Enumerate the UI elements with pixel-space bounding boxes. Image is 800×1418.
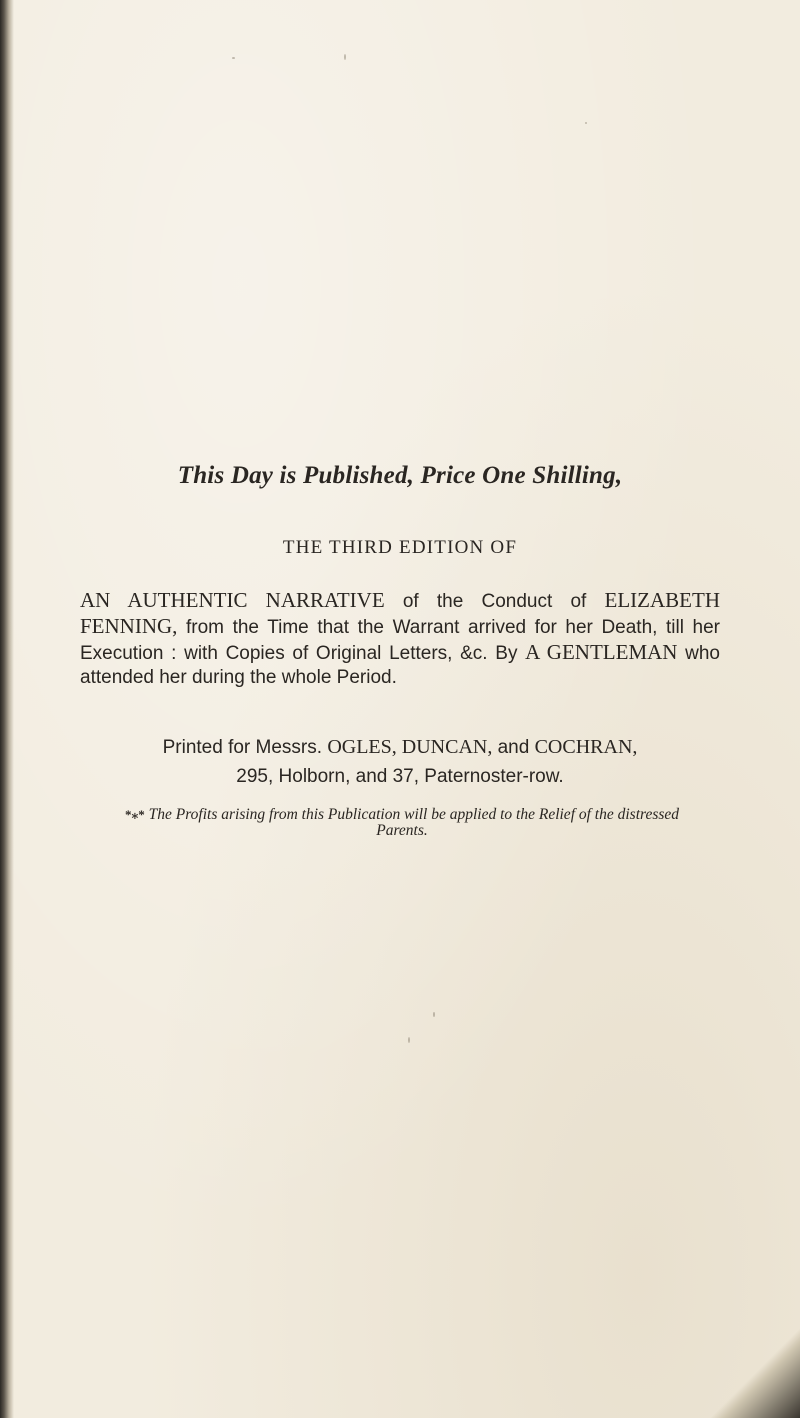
- publisher-names: OGLES, DUNCAN,: [327, 736, 493, 758]
- imprint-and: and: [492, 737, 535, 758]
- narrative-text-1: of the Conduct of: [384, 591, 605, 612]
- paper-speck: [408, 1037, 410, 1043]
- binding-gutter: [0, 0, 14, 1418]
- narrative-text-3: who attended her during the whole Period.: [80, 643, 720, 688]
- narrative-text-2: from the Time that the Warrant arrived for her Death, till her Execution : with Copies of Original Letters, &c. By: [80, 617, 720, 664]
- publisher-last: COCHRAN,: [534, 736, 638, 758]
- paper-speck: [232, 57, 235, 59]
- paper-speck: [433, 1012, 435, 1017]
- imprint-address: 295, Holborn, and 37, Paternoster-row.: [236, 766, 564, 787]
- profits-note: [102, 807, 702, 839]
- narrative-description: [80, 588, 720, 690]
- page-corner-fold: [710, 1308, 800, 1418]
- profits-note-text: The Profits arising from this Publication will be applied to the Relief of the distressed Parents.: [148, 806, 680, 839]
- author-credit: A GENTLEMAN: [525, 640, 678, 664]
- imprint-prefix: Printed for Messrs.: [162, 737, 328, 758]
- narrative-title: AN AUTHENTIC NARRATIVE: [80, 588, 385, 612]
- imprint-line-1: [0, 733, 800, 762]
- paper-speck: [585, 122, 587, 124]
- subject-name: ELIZABETH FENNING,: [80, 588, 720, 638]
- paper-speck: [344, 54, 346, 60]
- headline: This Day is Published, Price One Shilling,: [177, 462, 623, 489]
- asterism-mark: *⁎*: [124, 807, 145, 822]
- edition-line: THE THIRD EDITION OF: [282, 537, 518, 558]
- imprint: [0, 733, 800, 791]
